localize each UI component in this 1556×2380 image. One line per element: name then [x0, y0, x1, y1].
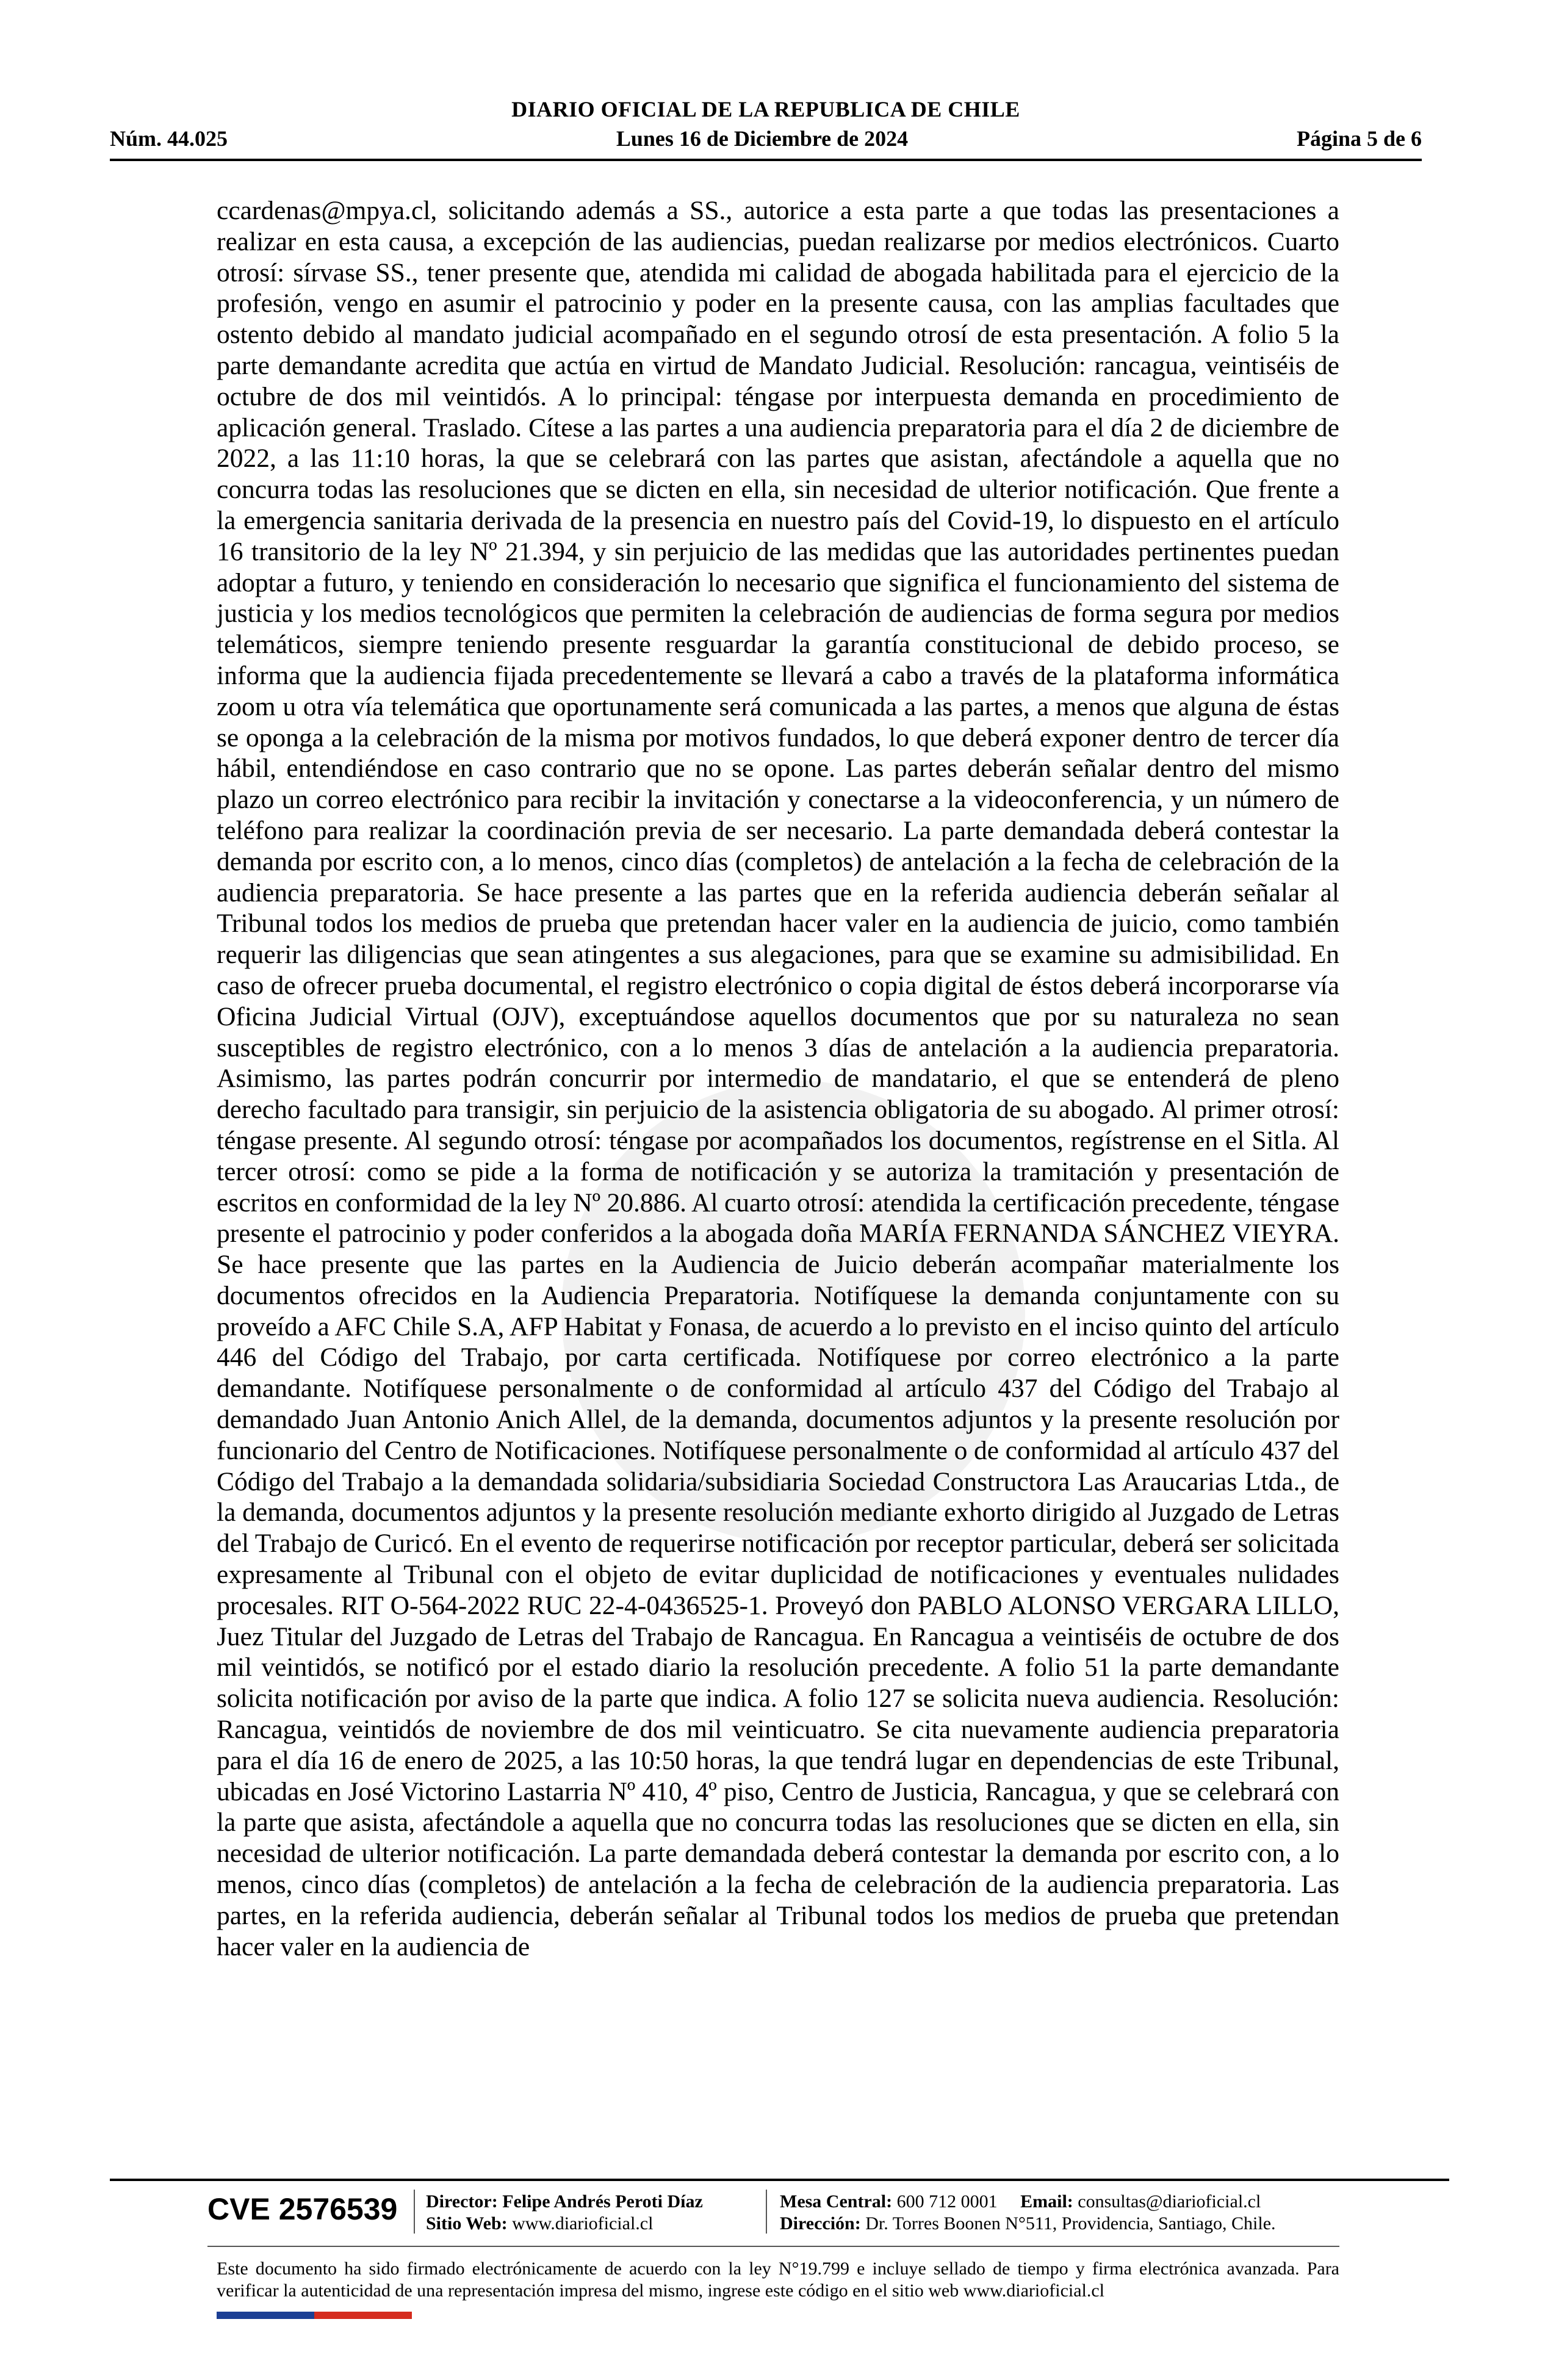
- issue-number: Núm. 44.025: [110, 126, 228, 151]
- flag-color-bar: [217, 2312, 412, 2319]
- publication-title: DIARIO OFICIAL DE LA REPUBLICA DE CHILE: [511, 97, 1020, 121]
- director-label: Director:: [426, 2191, 498, 2212]
- email-label: Email:: [1020, 2191, 1073, 2212]
- website-link[interactable]: www.diarioficial.cl: [512, 2213, 654, 2234]
- footer-contact-block: [780, 2191, 1276, 2235]
- footer-separator: [414, 2190, 415, 2234]
- body-paragraph: ccardenas@mpya.cl, solicitando además a SS., autorice a esta parte a que todas las presentaciones a realizar en esta causa, a excepción de las audiencias, puedan realizarse por medios electrónicos. Cuarto otrosí: sírvase SS., tener presente que, atendida mi calidad de abogada habilitada para el ejercicio de la profesión, vengo en asumir el patrocinio y poder en la presente causa, con las amplias facultades que ostento debido al mandato judicial acompañado en el segundo otrosí de esta presentación. A folio 5 la parte demandante acredita que actúa en virtud de Mandato Judicial. Resolución: rancagua, veintiséis de octubre de dos mil veintidós. A lo principal: téngase por interpuesta demanda en procedimiento de aplicación general. Traslado. Cítese a las partes a una audiencia preparatoria para el día 2 de diciembre de 2022, a las 11:10 horas, la que se celebrará con las partes que asistan, afectándole a aquella que no concurra todas las resoluciones que se dicten en ella, sin necesidad de ulterior notificación. Que frente a la emergencia sanitaria derivada de la presencia en nuestro país del Covid-19, lo dispuesto en el artículo 16 transitorio de la ley Nº 21.394, y sin perjuicio de las medidas que las autoridades pertinentes puedan adoptar a futuro, y teniendo en consideración lo necesario que significa el funcionamiento del sistema de justicia y los medios tecnológicos que permiten la celebración de audiencias de forma segura por medios telemáticos, siempre teniendo presente resguardar la garantía constitucional de debido proceso, se informa que la audiencia fijada precedentemente se llevará a cabo a través de la plataforma informática zoom u otra vía telemática que oportunamente será comunicada a las partes, a menos que alguna de éstas se oponga a la celebración de la misma por motivos fundados, lo que deberá exponer dentro de tercer día hábil, entendiéndose en caso contrario que no se opone. Las partes deberán señalar dentro del mismo plazo un correo electrónico para recibir la invitación y conectarse a la videoconferencia, y un número de teléfono para realizar la coordinación previa de ser necesario. La parte demandada deberá contestar la demanda por escrito con, a lo menos, cinco días (completos) de antelación a la fecha de celebración de la audiencia preparatoria. Se hace presente a las partes que en la referida audiencia deberán señalar al Tribunal todos los medios de prueba que pretendan hacer valer en la audiencia de juicio, como también requerir las diligencias que sean atingentes a sus alegaciones, para que se examine su admisibilidad. En caso de ofrecer prueba documental, el registro electrónico o copia digital de éstos deberá incorporarse vía Oficina Judicial Virtual (OJV), exceptuándose aquellos documentos que por su naturaleza no sean susceptibles de registro electrónico, con a lo menos 3 días de antelación a la audiencia preparatoria. Asimismo, las partes podrán concurrir por intermedio de mandatario, el que se entenderá de pleno derecho facultado para transigir, sin perjuicio de la asistencia obligatoria de su abogado. Al primer otrosí: téngase presente. Al segundo otrosí: téngase por acompañados los documentos, regístrense en el Sitla. Al tercer otrosí: como se pide a la forma de notificación y se autoriza la tramitación y presentación de escritos en conformidad de la ley Nº 20.886. Al cuarto otrosí: atendida la certificación precedente, téngase presente el patrocinio y poder conferidos a la abogada doña MARÍA FERNANDA SÁNCHEZ VIEYRA. Se hace presente que las partes en la Audiencia de Juicio deberán acompañar materialmente los documentos ofrecidos en la Audiencia Preparatoria. Notifíquese la demanda conjuntamente con su proveído a AFC Chile S.A, AFP Habitat y Fonasa, de acuerdo a lo previsto en el inciso quinto del artículo 446 del Código del Trabajo, por carta certificada. Notifíquese por correo electrónico a la parte demandante. Notifíquese personalmente o de conformidad al artículo 437 del Código del Trabajo al demandado Juan Antonio Anich Allel, de la demanda, documentos adjuntos y la presente resolución por funcionario del Centro de Notificaciones. Notifíquese personalmente o de conformidad al artículo 437 del Código del Trabajo a la demandada solidaria/subsidiaria Sociedad Constructora Las Araucarias Ltda., de la demanda, documentos adjuntos y la presente resolución mediante exhorto dirigido al Juzgado de Letras del Trabajo de Curicó. En el evento de requerirse notificación por receptor particular, deberá ser solicitada expresamente al Tribunal con el objeto de evitar duplicidad de notificaciones y eventuales nulidades procesales. RIT O-564-2022 RUC 22-4-0436525-1. Proveyó don PABLO ALONSO VERGARA LILLO, Juez Titular del Juzgado de Letras del Trabajo de Rancagua. En Rancagua a veintiséis de octubre de dos mil veintidós, se notificó por el estado diario la resolución precedente. A folio 51 la parte demandante solicita notificación por aviso de la parte que indica. A folio 127 se solicita nueva audiencia. Resolución: Rancagua, veintidós de noviembre de dos mil veinticuatro. Se cita nuevamente audiencia preparatoria para el día 16 de enero de 2025, a las 10:50 horas, la que tendrá lugar en dependencias de este Tribunal, ubicadas en José Victorino Lastarria Nº 410, 4º piso, Centro de Justicia, Rancagua, y que se celebrará con la parte que asista, afectándole a aquella que no concurra todas las resoluciones que se dicten en ella, sin necesidad de ulterior notificación. La parte demandada deberá contestar la demanda por escrito con, a lo menos, cinco días (completos) de antelación a la fecha de celebración de la audiencia preparatoria. Las partes, en la referida audiencia, deberán señalar al Tribunal todos los medios de prueba que pretendan hacer valer en la audiencia de: [217, 196, 1339, 1961]
- issue-date: Lunes 16 de Diciembre de 2024: [616, 126, 909, 151]
- central-phone: 600 712 0001: [896, 2191, 998, 2212]
- flag-red-segment: [314, 2312, 412, 2319]
- document-body: [217, 195, 1339, 1962]
- footer-divider-thin: [207, 2246, 1339, 2247]
- header-row: [110, 122, 1422, 151]
- page-indicator: Página 5 de 6: [1296, 126, 1422, 151]
- cve-code: CVE 2576539: [207, 2192, 398, 2226]
- footer-director-block: [426, 2191, 703, 2235]
- address-text: Dr. Torres Boonen N°511, Providencia, Santiago, Chile.: [865, 2213, 1276, 2234]
- footer-separator: [766, 2190, 767, 2234]
- signature-note: Este documento ha sido firmado electrónicamente de acuerdo con la ley N°19.799 e incluye sellado de tiempo y firma electrónica avanzada. Para verificar la autenticidad de una representación impresa del mismo, ingrese este código en el sitio web www.diarioficial.cl: [217, 2259, 1339, 2301]
- page-header: [110, 92, 1422, 161]
- director-name: Felipe Andrés Peroti Díaz: [502, 2191, 703, 2212]
- footer-divider: [110, 2179, 1449, 2181]
- central-label: Mesa Central:: [780, 2191, 893, 2212]
- address-label: Dirección:: [780, 2213, 861, 2234]
- website-label: Sitio Web:: [426, 2213, 508, 2234]
- email-link[interactable]: consultas@diarioficial.cl: [1078, 2191, 1261, 2212]
- flag-blue-segment: [217, 2312, 314, 2319]
